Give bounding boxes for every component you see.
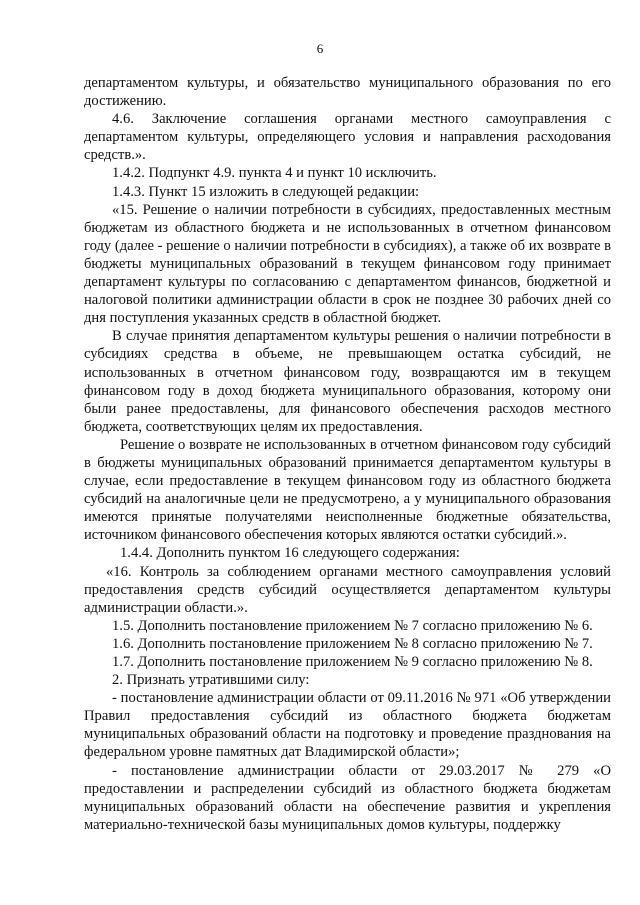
- paragraph: В случае принятия департаментом культуры решения о наличии потребности в субсидиях средства в объеме, не превышающем остатка субсидий, не использованных в отчетном финансовом году, возвращаются им в текущем финансовом году в доход бюджета муниципального образования, которому они были ранее предоставлены, для финансового обеспечения расходов местного бюджета, соответствующих целям их предоставления.: [84, 328, 611, 435]
- paragraph: департаментом культуры, и обязательство муниципального образования по его достижению.: [84, 75, 611, 110]
- paragraph: 1.4.2. Подпункт 4.9. пункта 4 и пункт 10 исключить.: [112, 165, 437, 182]
- paragraph: 1.7. Дополнить постановление приложением № 9 согласно приложению № 8.: [112, 654, 593, 670]
- paragraph: 1.4.4. Дополнить пунктом 16 следующего содержания:: [120, 545, 460, 562]
- paragraph: 1.6. Дополнить постановление приложением № 8 согласно приложению № 7.: [112, 635, 593, 652]
- paragraph: «15. Решение о наличии потребности в субсидиях, предоставленных местным бюджетам из областного бюджета и не использованных в отчетном финансовом году (далее - решение о наличии потребности в субсидиях), а также об их возврате в бюджеты муниципальных образований в текущем финансовом году принимает департамент культуры по согласованию с департаментом финансов, бюджетной и налоговой политики администрации области в срок не позднее 30 рабочих дней со дня поступления указанных средств в областной бюджет.: [84, 201, 611, 327]
- page-number: 6: [316, 41, 324, 56]
- paragraph: 2. Признать утратившими силу:: [112, 672, 310, 689]
- document-body: [84, 74, 611, 834]
- paragraph: - постановление администрации области от 29.03.2017 № 279 «О предоставлении и распределении субсидий из областного бюджета бюджетам муниципальных образований области на обеспечение развития и укрепления материально-технической базы муниципальных домов культуры, поддержку: [84, 762, 611, 833]
- paragraph: «16. Контроль за соблюдением органами местного самоуправления условий предоставления средств субсидий осуществляется департаментом культуры администрации области.».: [84, 563, 611, 616]
- paragraph: 1.4.3. Пункт 15 изложить в следующей редакции:: [112, 183, 420, 200]
- paragraph: Решение о возврате не использованных в отчетном финансовом году субсидий в бюджеты муниципальных образований принимается департаментом культуры в случае, если предоставление в текущем финансовом году из областного бюджета субсидий на аналогичные цели не предусмотрено, а у муниципального образования имеются принятые получателями неисполненные бюджетные обязательства, источником финансового обеспечения которых являются остатки субсидий.».: [84, 436, 611, 544]
- paragraph: 4.6. Заключение соглашения органами местного самоуправления с департаментом культуры, определяющего условия и направления расходования средств.».: [84, 111, 611, 164]
- paragraph: - постановление администрации области от 09.11.2016 № 971 «Об утверждении Правил предоставления субсидий из областного бюджета бюджетам муниципальных образований области на подготовку и проведение празднования на федеральном уровне памятных дат Владимирской области»;: [84, 690, 611, 761]
- paragraph: 1.5. Дополнить постановление приложением № 7 согласно приложению № 6.: [112, 617, 593, 634]
